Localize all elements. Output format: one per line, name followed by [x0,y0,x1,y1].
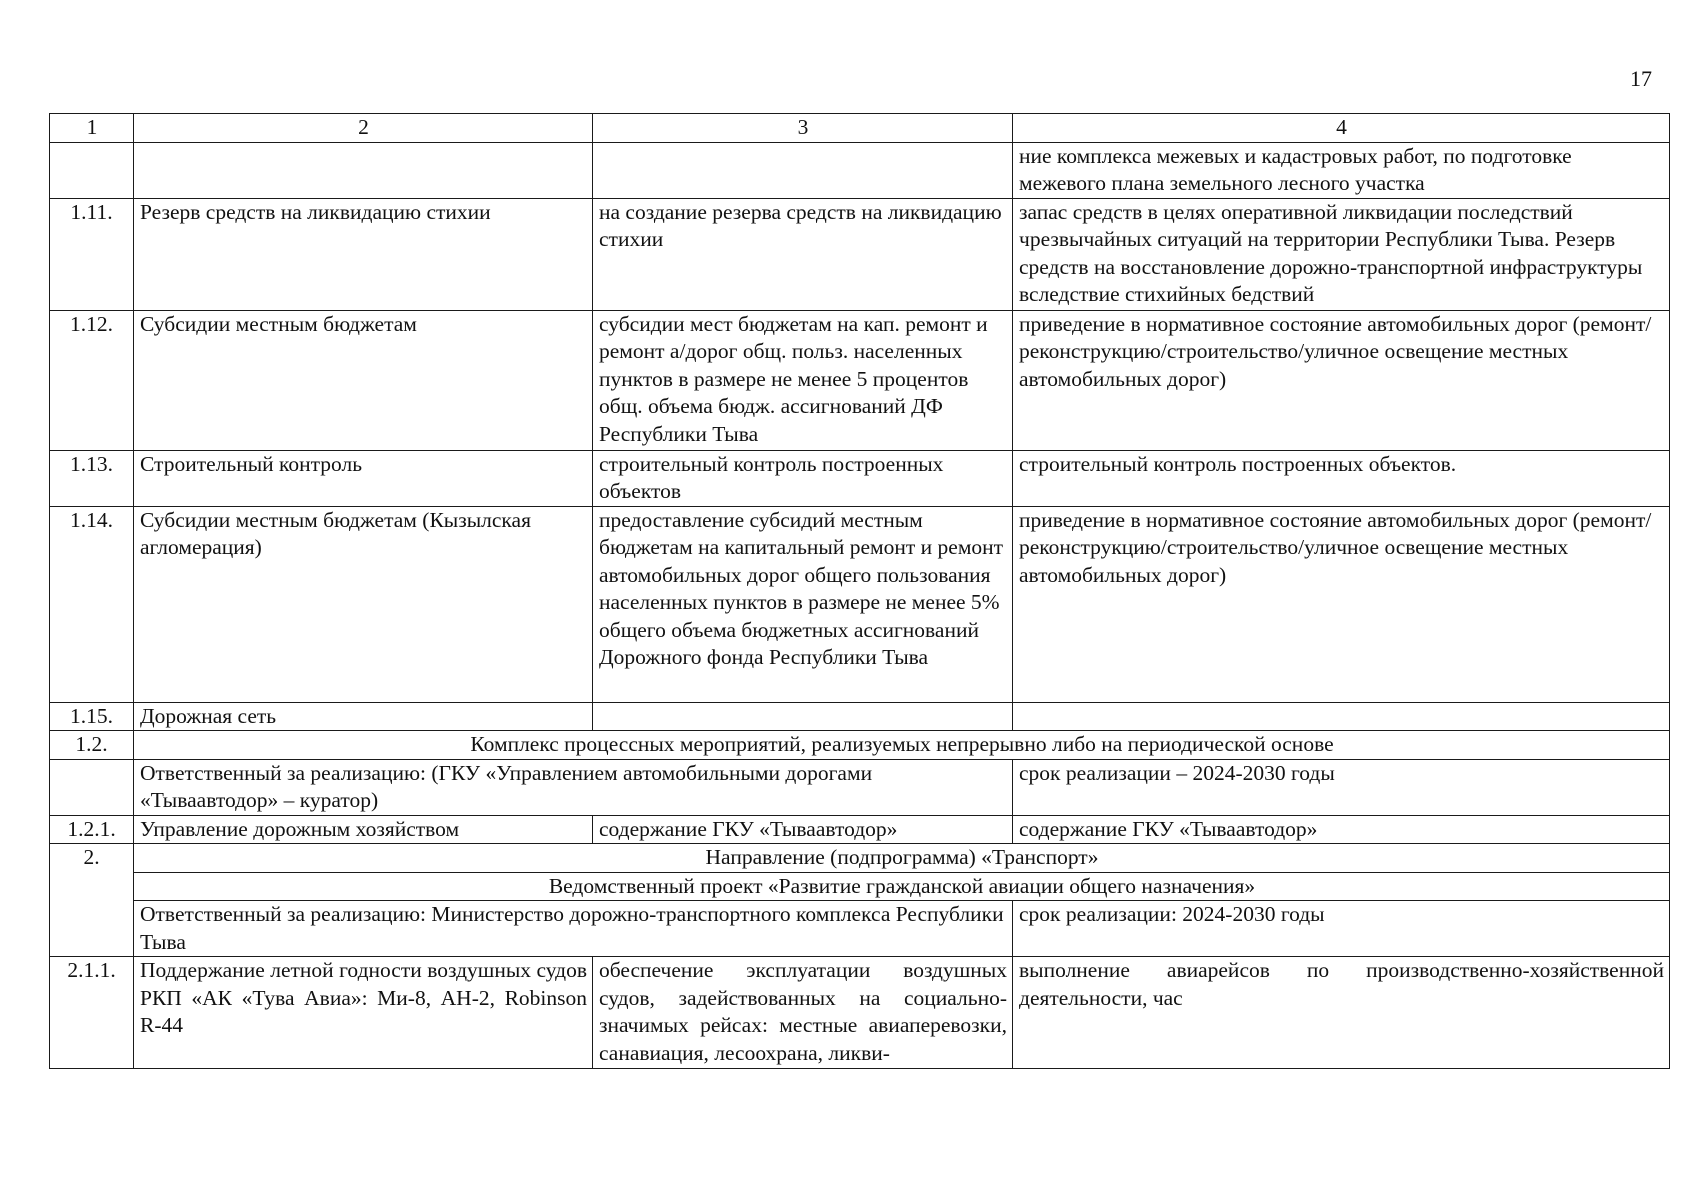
row-description: обеспечение эксплуатации воздушных судов, задействованных на социально-значимых рейсах: местные авиаперевозки, санавиация, лесоохрана, ликви- [593,957,1013,1069]
row-title: Дорожная сеть [134,702,593,731]
row-result: строительный контроль построенных объектов. [1013,450,1670,506]
project-title: Ведомственный проект «Развитие гражданской авиации общего назначения» [134,872,1670,901]
row-description: содержание ГКУ «Тываавтодор» [593,815,1013,844]
section-row [50,844,1670,873]
row-result [1013,702,1670,731]
responsible-row [50,901,1670,957]
row-result: приведение в нормативное состояние автомобильных дорог (ремонт/реконструкцию/строительство/уличное освещение местных автомобильных дорог) [1013,310,1670,450]
row-description: на создание резерва средств на ликвидацию стихии [593,198,1013,310]
header-col-2: 2 [134,114,593,143]
row-number: 1.11. [50,198,134,310]
row-title: Строительный контроль [134,450,593,506]
row-number: 1.2. [50,731,134,760]
responsible-text: Ответственный за реализацию: (ГКУ «Управлением автомобильными дорогами «Тываавтодор» – куратор) [134,759,1013,815]
row-number: 2. [50,844,134,957]
row-number: 1.14. [50,506,134,702]
implementation-period: срок реализации – 2024-2030 годы [1013,759,1670,815]
table-row [50,142,1670,198]
row-title: Субсидии местным бюджетам (Кызылская агломерация) [134,506,593,702]
row-number: 2.1.1. [50,957,134,1069]
row-result: содержание ГКУ «Тываавтодор» [1013,815,1670,844]
row-result: запас средств в целях оперативной ликвидации последствий чрезвычайных ситуаций на территории Республики Тыва. Резерв средств на восстановление дорожно-транспортной инфраструктуры вследствие стихийных бедствий [1013,198,1670,310]
row-number: 1.13. [50,450,134,506]
table-row [50,702,1670,731]
row-description: предоставление субсидий местным бюджетам на капитальный ремонт и ремонт автомобильных дорог общего пользования населенных пунктов в размере не менее 5% общего объема бюджетных ассигнований Дорожного фонда Республики Тыва [593,506,1013,702]
row-description: субсидии мест бюджетам на кап. ремонт и ремонт а/дорог общ. польз. населенных пунктов в размере не менее 5 процентов общ. объема бюдж. ассигнований ДФ Республики Тыва [593,310,1013,450]
table-row [50,450,1670,506]
header-col-3: 3 [593,114,1013,143]
row-number [50,759,134,815]
table-header-row [50,114,1670,143]
table-row [50,310,1670,450]
table-row [50,815,1670,844]
implementation-period: срок реализации: 2024-2030 годы [1013,901,1670,957]
table-row [50,957,1670,1069]
row-title: Субсидии местным бюджетам [134,310,593,450]
table-row [50,506,1670,702]
section-row [50,872,1670,901]
row-description [593,702,1013,731]
responsible-text: Ответственный за реализацию: Министерство дорожно-транспортного комплекса Республики Тыва [134,901,1013,957]
row-title: Управление дорожным хозяйством [134,815,593,844]
row-result: ние комплекса межевых и кадастровых работ, по подготовке межевого плана земельного лесного участка [1013,142,1670,198]
row-number: 1.12. [50,310,134,450]
row-number [50,142,134,198]
program-table [49,113,1670,1069]
section-title: Комплекс процессных мероприятий, реализуемых непрерывно либо на периодической основе [134,731,1670,760]
row-title [134,142,593,198]
row-result: приведение в нормативное состояние автомобильных дорог (ремонт/реконструкцию/строительство/уличное освещение местных автомобильных дорог) [1013,506,1670,702]
row-number: 1.15. [50,702,134,731]
header-col-4: 4 [1013,114,1670,143]
section-row [50,731,1670,760]
row-title: Поддержание летной годности воздушных судов РКП «АК «Тува Авиа»: Ми-8, АН-2, Robinson R-44 [134,957,593,1069]
page-number: 17 [1630,66,1652,91]
row-number: 1.2.1. [50,815,134,844]
header-col-1: 1 [50,114,134,143]
table-row [50,198,1670,310]
row-title: Резерв средств на ликвидацию стихии [134,198,593,310]
row-result: выполнение авиарейсов по производственно-хозяйственной деятельности, час [1013,957,1670,1069]
section-title: Направление (подпрограмма) «Транспорт» [134,844,1670,873]
responsible-row [50,759,1670,815]
row-description [593,142,1013,198]
row-description: строительный контроль построенных объектов [593,450,1013,506]
